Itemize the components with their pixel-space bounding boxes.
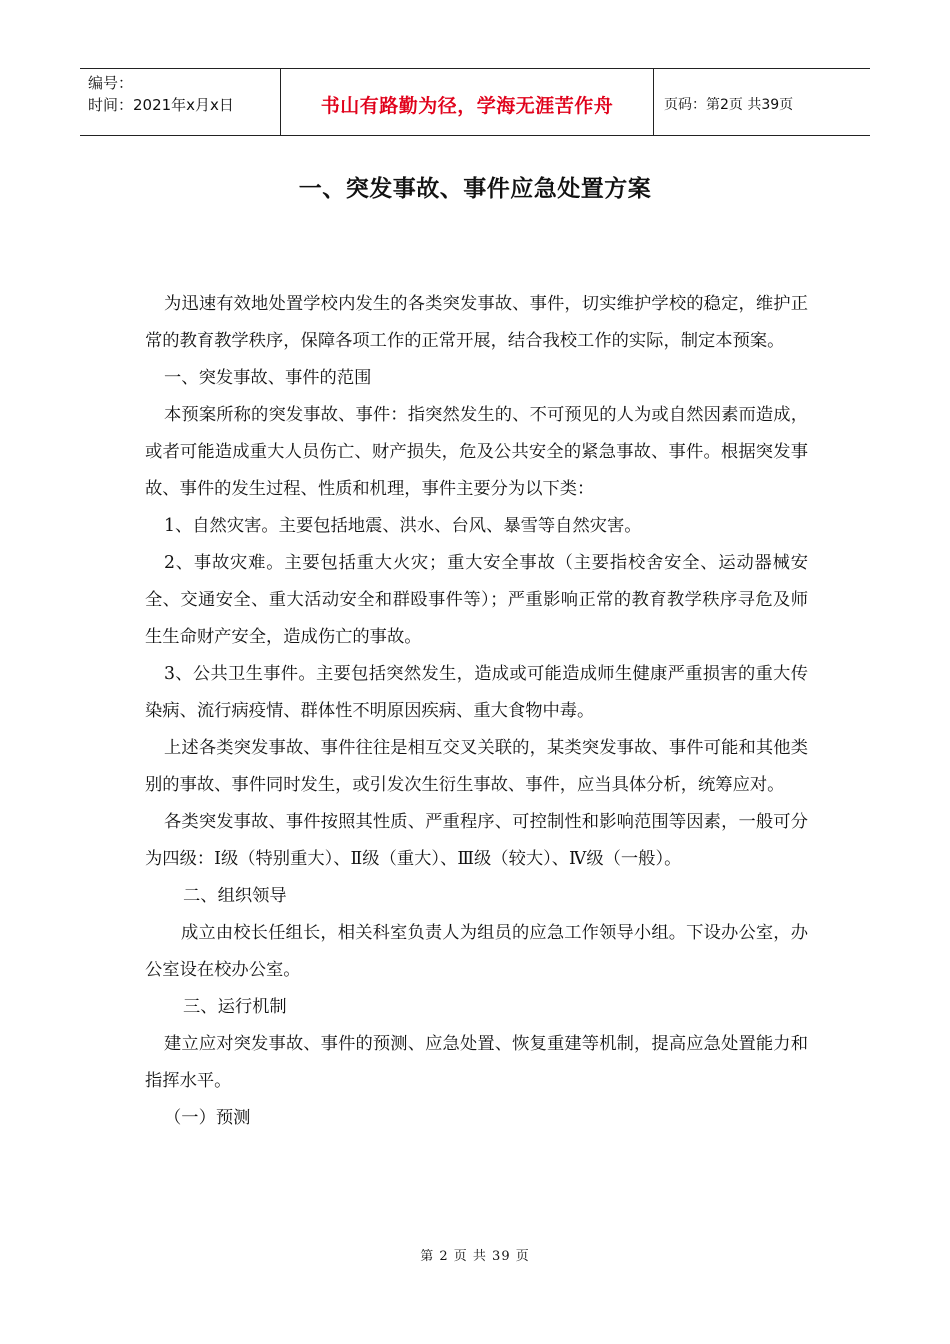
page-header [80, 68, 870, 136]
paragraph: 为迅速有效地处置学校内发生的各类突发事故、事件，切实维护学校的稳定，维护正常的教育教学秩序，保障各项工作的正常开展，结合我校工作的实际，制定本预案。 [145, 294, 808, 351]
list-item: 3、公共卫生事件。主要包括突然发生，造成或可能造成师生健康严重损害的重大传染病、流行病疫情、群体性不明原因疾病、重大食物中毒。 [145, 664, 808, 721]
paragraph: 本预案所称的突发事故、事件：指突然发生的、不可预见的人为或自然因素而造成，或者可能造成重大人员伤亡、财产损失，危及公共安全的紧急事故、事件。根据突发事故、事件的发生过程、性质和机理，事件主要分为以下类： [145, 405, 808, 499]
paragraph: 各类突发事故、事件按照其性质、严重程序、可控制性和影响范围等因素，一般可分为四级：Ⅰ级（特别重大）、Ⅱ级（重大）、Ⅲ级（较大）、Ⅳ级（一般）。 [145, 812, 808, 869]
paragraph: 建立应对突发事故、事件的预测、应急处置、恢复重建等机制，提高应急处置能力和指挥水平。 [145, 1034, 808, 1091]
header-motto: 书山有路勤为径，学海无涯苦作舟 [281, 69, 654, 135]
document-title: 一、突发事故、事件应急处置方案 [298, 176, 652, 202]
paragraph: 上述各类突发事故、事件往往是相互交叉关联的，某类突发事故、事件可能和其他类别的事故、事件同时发生，或引发次生衍生事故、事件，应当具体分析，统筹应对。 [145, 738, 808, 795]
list-item: 1、自然灾害。主要包括地震、洪水、台风、暴雪等自然灾害。 [164, 516, 642, 536]
paragraph: 成立由校长任组长，相关科室负责人为组员的应急工作领导小组。下设办公室，办公室设在校办公室。 [145, 923, 808, 980]
list-item: 2、事故灾难。主要包括重大火灾；重大安全事故（主要指校舍安全、运动器械安全、交通安全、重大活动安全和群殴事件等）；严重影响正常的教育教学秩序寻危及师生生命财产安全，造成伤亡的事故。 [145, 553, 808, 647]
header-page-info: 页码：第2页 共39页 [664, 97, 794, 113]
section-heading: 二、组织领导 [183, 886, 287, 906]
subsection-heading: （一）预测 [164, 1108, 251, 1128]
section-heading: 一、突发事故、事件的范围 [164, 368, 372, 388]
page-footer: 第 2 页 共 39 页 [420, 1249, 530, 1264]
header-meta [80, 69, 281, 135]
section-heading: 三、运行机制 [183, 997, 287, 1017]
document-body [145, 286, 808, 1137]
document-date-label: 时间：2021年x月x日 [88, 96, 234, 114]
document-number-label: 编号： [88, 74, 134, 92]
